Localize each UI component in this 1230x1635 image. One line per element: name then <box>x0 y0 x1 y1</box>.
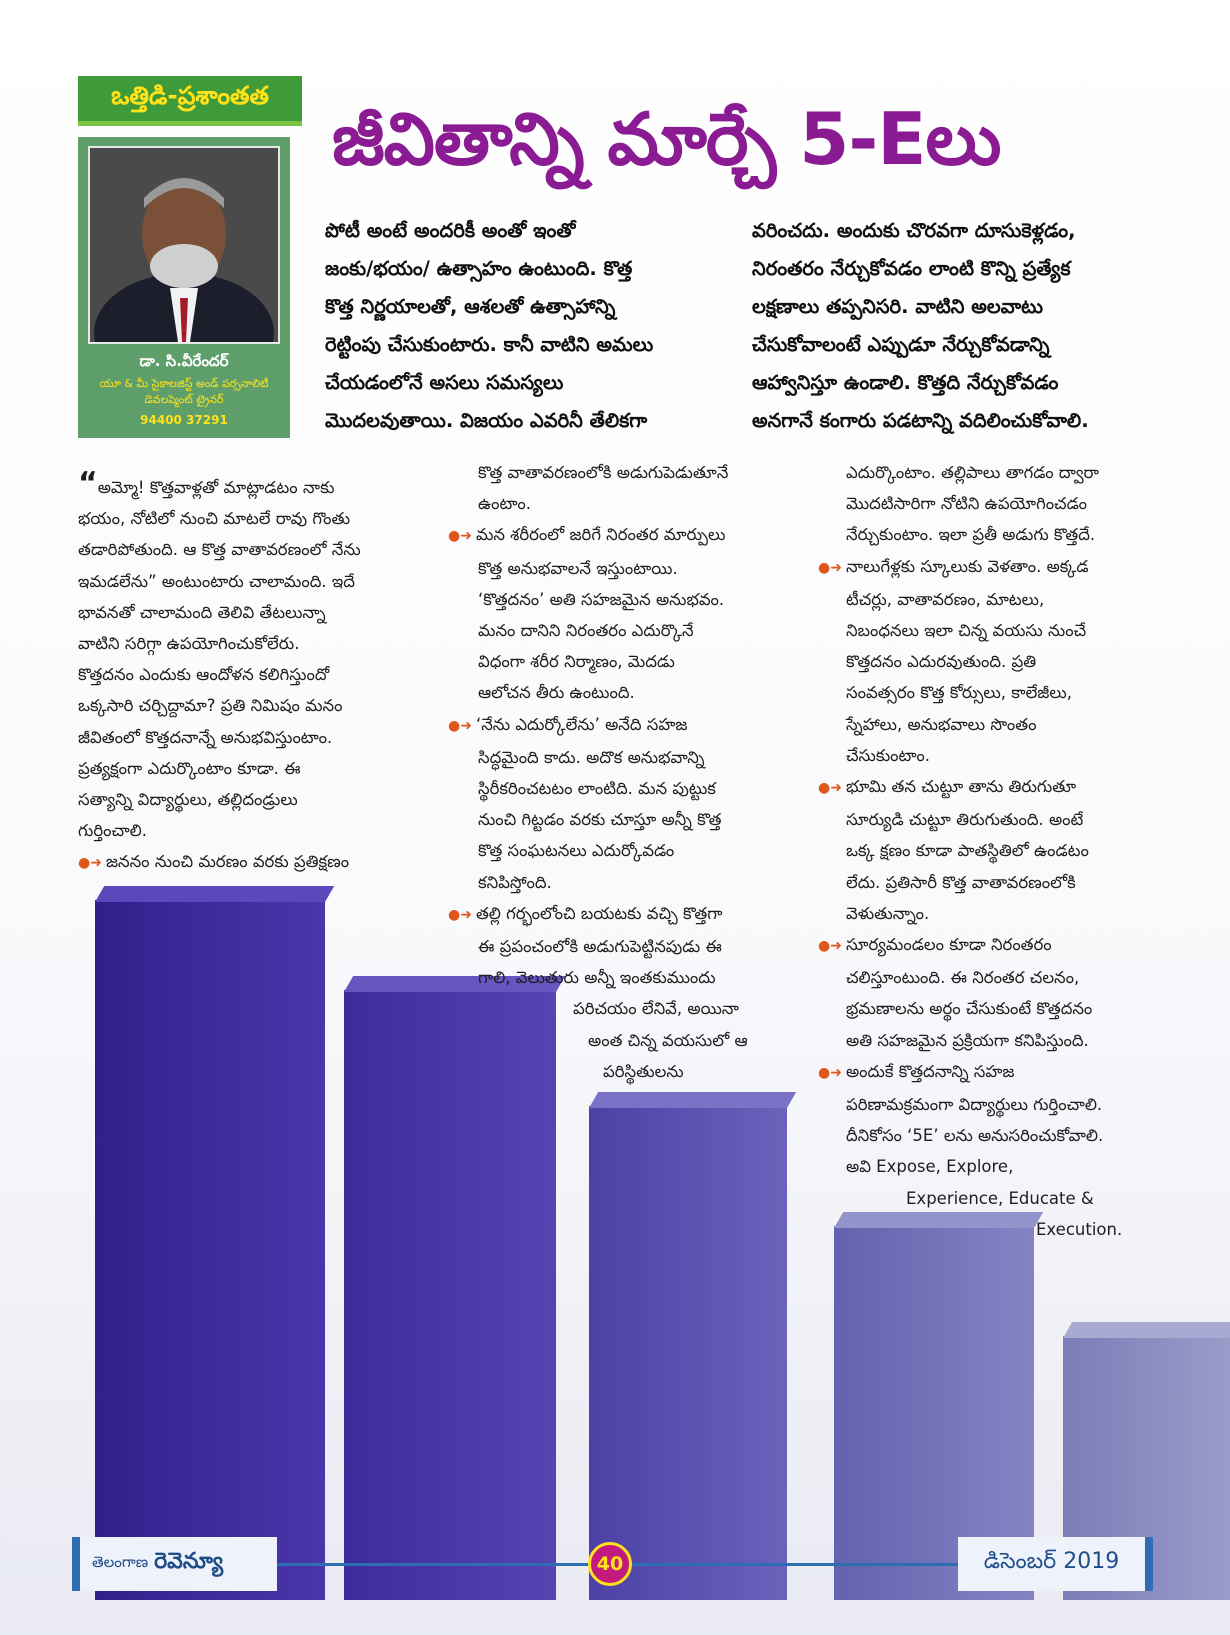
body-line: భయం, నోటిలో నుంచి మాటలే రావు గొంతు <box>78 509 351 529</box>
body-line: ‘నేను ఎదుర్కోలేను’ అనేది సహజ <box>475 714 688 734</box>
body-line: Execution. <box>1036 1219 1123 1239</box>
decorative-bar <box>95 900 325 1600</box>
body-line: టీచర్లు, వాతావరణం, మాటలు, <box>846 589 1045 609</box>
body-column-2 <box>448 457 748 1087</box>
intro-column-2 <box>752 212 1089 440</box>
body-line: కొత్తదనం ఎందుకు ఆందోళన కలిగిస్తుందో <box>78 665 330 685</box>
body-line: ఒక్కసారి చర్చిద్దామా? ప్రతి నిమిషం మనం <box>78 696 343 716</box>
arrow-bullet-icon: ●➜ <box>818 938 842 955</box>
body-line: తడారిపోతుంది. ఆ కొత్త వాతావరణంలో నేను <box>78 540 361 560</box>
body-line: పరిస్థితులను <box>603 1061 684 1081</box>
decorative-bar <box>589 1106 787 1600</box>
body-line: అవి Expose, Explore, <box>846 1157 1014 1177</box>
arrow-bullet-icon: ●➜ <box>818 780 842 797</box>
body-line: స్నేహాలు, అనుభవాలు సొంతం <box>846 714 1037 734</box>
body-column-3 <box>818 457 1122 1245</box>
body-line: అంత చిన్న వయసులో ఆ <box>588 1030 748 1050</box>
body-line: కొత్త సంఘటనలు ఎదుర్కోవడం <box>478 841 675 861</box>
body-line: వెళుతున్నాం. <box>846 903 930 923</box>
body-line: సత్యాన్ని విద్యార్థులు, తల్లిదండ్రులు <box>78 790 298 810</box>
body-line: అతి సహజమైన ప్రక్రియగా కనిపిస్తుంది. <box>846 1030 1089 1050</box>
arrow-bullet-icon: ●➜ <box>448 528 472 545</box>
intro-line: చేయడంలోనే అసలు సమస్యలు <box>325 371 564 394</box>
decorative-bar-top <box>1063 1322 1230 1338</box>
author-role <box>82 376 286 408</box>
author-portrait-image <box>90 148 278 342</box>
body-line: కనిపిస్తోంది. <box>478 872 552 892</box>
section-tag: ఒత్తిడి-ప్రశాంతత <box>78 76 302 126</box>
body-line: నేర్చుకుంటాం. ఇలా ప్రతీ అడుగు కొత్తదే. <box>846 525 1096 545</box>
arrow-bullet-icon: ●➜ <box>818 559 842 576</box>
body-line: భ్రమణాలను అర్థం చేసుకుంటే కొత్తదనం <box>846 999 1093 1019</box>
body-line: భావనతో చాలామంది తెలివి తేటలున్నా <box>78 602 326 622</box>
body-line: అందుకే కొత్తదనాన్ని సహజ <box>845 1061 1015 1081</box>
body-line: ఇమడలేను” అంటుంటారు చాలామంది. ఇదే <box>78 571 355 591</box>
body-line: కొత్త వాతావరణంలోకి అడుగుపెడుతూనే <box>478 463 729 482</box>
body-line: దీనికోసం ‘5E’ లను అనుసరించుకోవాలి. <box>846 1126 1104 1146</box>
body-line: ఆలోచన తీరు ఉంటుంది. <box>478 683 635 703</box>
author-phone: 94400 37291 <box>140 413 228 427</box>
magazine-brand <box>72 1537 277 1591</box>
intro-line: అనగానే కంగారు పడటాన్ని వదిలించుకోవాలి. <box>752 409 1089 432</box>
body-line: సిద్ధమైంది కాదు. అదొక అనుభవాన్ని <box>478 747 705 767</box>
body-line: స్థిరీకరించటటం లాంటిది. మన పుట్టుక <box>478 779 716 799</box>
body-line: గాలి, వెలుతురు అన్నీ ఇంతకుముందు <box>478 968 716 988</box>
intro-line: పోటీ అంటే అందరికీ అంతో ఇంతో <box>325 219 576 242</box>
intro-line: మొదలవుతాయి. విజయం ఎవరినీ తేలికగా <box>325 409 648 432</box>
body-line: లేదు. ప్రతిసారీ కొత్త వాతావరణంలోకి <box>846 872 1076 892</box>
body-line: ఉంటాం. <box>478 494 531 514</box>
body-line: మనం దానిని నిరంతరం ఎదుర్కొనే <box>478 621 694 641</box>
body-line: మన శరీరంలో జరిగే నిరంతర మార్పులు <box>475 525 726 545</box>
body-line: Experience, Educate & <box>906 1188 1094 1208</box>
body-line: జీవితంలో కొత్తదనాన్నే అనుభవిస్తుంటాం. <box>78 727 333 747</box>
body-line: ఈ ప్రపంచంలోకి అడుగుపెట్టినపుడు ఈ <box>478 937 722 957</box>
body-line: ఒక్క క్షణం కూడా పాతస్థితిలో ఉండటం <box>846 841 1089 861</box>
intro-line: కొత్త నిర్ణయాలతో, ఆశలతో ఉత్సాహాన్ని <box>325 295 616 318</box>
body-line: పరిచయం లేనివే, అయినా <box>573 999 739 1019</box>
arrow-bullet-icon: ●➜ <box>448 717 472 734</box>
decorative-bar-top <box>95 886 334 902</box>
body-line: సంవత్సరం కొత్త కోర్సులు, కాలేజీలు, <box>846 683 1072 703</box>
author-role-line: యూ & మీ సైకాలజిస్ట్ అండ్ పర్సనాలిటీ <box>99 377 269 390</box>
body-line: తల్లి గర్భంలోంచి బయటకు వచ్చి కొత్తగా <box>475 903 723 923</box>
body-column-1 <box>78 466 361 880</box>
intro-column-1 <box>325 212 653 440</box>
intro-line: రెట్టింపు చేసుకుంటారు. కానీ వాటిని అమలు <box>325 333 654 356</box>
body-line: వాటిని సరిగ్గా ఉపయోగించుకోలేరు. <box>78 634 300 654</box>
body-line: చలిస్తూంటుంది. ఈ నిరంతర చలనం, <box>846 968 1080 988</box>
page-number: 40 <box>588 1542 632 1586</box>
author-role-line: డెవలప్మెంట్ ట్రైనర్ <box>144 393 224 406</box>
body-line: సూర్యమండలం కూడా నిరంతరం <box>845 935 1052 955</box>
body-line: సూర్యుడి చుట్టూ తిరుగుతుంది. అంటే <box>846 810 1084 830</box>
quote-mark: “ <box>78 466 98 501</box>
body-line: పరిణామక్రమంగా విద్యార్థులు గుర్తించాలి. <box>846 1095 1103 1115</box>
arrow-bullet-icon: ●➜ <box>448 906 472 923</box>
body-line: చేసుకుంటాం. <box>846 745 930 765</box>
author-photo <box>88 146 280 344</box>
body-line: మొదటిసారిగా నోటిని ఉపయోగించడం <box>846 494 1087 514</box>
body-line: ప్రత్యక్షంగా ఎదుర్కొంటాం కూడా. ఈ <box>78 758 301 778</box>
intro-line: ఆహ్వానిస్తూ ఉండాలి. కొత్తది నేర్చుకోవడం <box>752 371 1059 394</box>
arrow-bullet-icon: ●➜ <box>78 855 102 872</box>
body-line: గుర్తించాలి. <box>78 821 148 841</box>
body-line: ఎదుర్కొంటాం. తల్లిపాలు తాగడం ద్వారా <box>846 463 1099 482</box>
body-line: నిబంధనలు ఇలా చిన్న వయసు నుంచే <box>846 621 1087 641</box>
issue-date: డిసెంబర్ 2019 <box>958 1537 1153 1591</box>
author-name: డా. సి.వీరేందర్ <box>139 352 229 370</box>
body-line: నుంచి గిట్టడం వరకు చూస్తూ అన్నీ కొత్త <box>478 810 722 830</box>
body-line: అమ్మో! కొత్తవాళ్లతో మాట్లాడటం నాకు <box>97 478 335 497</box>
decorative-bar-top <box>589 1092 796 1108</box>
arrow-bullet-icon: ●➜ <box>818 1064 842 1081</box>
page-title: జీవితాన్ని మార్చే 5-Eలు <box>332 97 1001 181</box>
body-line: భూమి తన చుట్టూ తాను తిరుగుతూ <box>845 777 1077 797</box>
intro-line: నిరంతరం నేర్చుకోవడం లాంటి కొన్ని ప్రత్యేక <box>752 257 1071 280</box>
body-line: విధంగా శరీర నిర్మాణం, మెదడు <box>478 652 675 672</box>
intro-line: జంకు/భయం/ ఉత్సాహం ఉంటుంది. కొత్త <box>325 257 633 280</box>
body-line: నాలుగేళ్లకు స్కూలుకు వెళతాం. అక్కడ <box>845 556 1089 576</box>
body-line: జననం నుంచి మరణం వరకు ప్రతిక్షణం <box>105 852 350 872</box>
body-line: ‘కొత్తదనం’ అతి సహజమైన అనుభవం. <box>478 589 725 609</box>
intro-line: లక్షణాలు తప్పనిసరి. వాటిని అలవాటు <box>752 295 1043 318</box>
brand-big: రెవెన్యూ <box>154 1549 224 1574</box>
intro-line: చేసుకోవాలంటే ఎప్పుడూ నేర్చుకోవడాన్ని <box>752 333 1050 356</box>
body-line: కొత్తదనం ఎదురవుతుంది. ప్రతి <box>846 652 1037 672</box>
brand-small: తెలంగాణ <box>92 1553 149 1571</box>
body-line: కొత్త అనుభవాలనే ఇస్తుంటాయి. <box>478 558 678 578</box>
intro-line: వరించదు. అందుకు చొరవగా దూసుకెళ్లడం, <box>752 219 1076 242</box>
